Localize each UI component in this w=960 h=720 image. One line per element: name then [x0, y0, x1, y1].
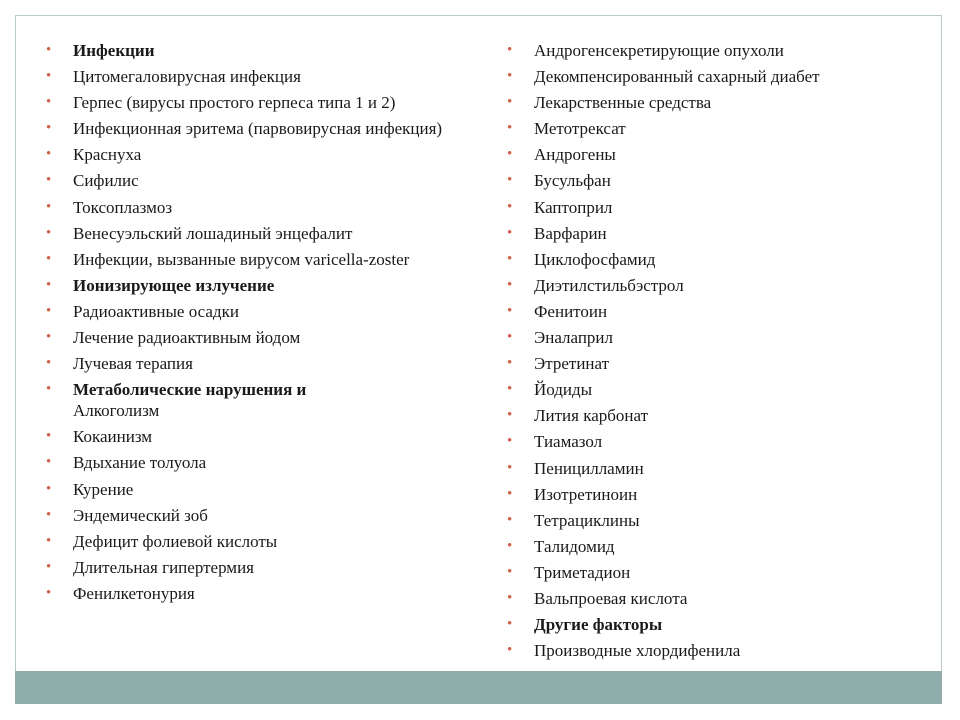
bullet-icon: •: [507, 120, 513, 137]
list-item: [507, 562, 937, 583]
bullet-icon: •: [46, 68, 52, 85]
item-text: Герпес (вирусы простого герпеса типа 1 и 2): [73, 93, 396, 113]
section-heading: Другие факторы: [534, 615, 663, 635]
bullet-icon: •: [46, 198, 52, 215]
bullet-icon: •: [46, 42, 52, 58]
bullet-icon: •: [46, 250, 52, 267]
item-text: Токсоплазмоз: [73, 197, 173, 217]
bullet-icon: •: [507, 589, 513, 606]
bullet-icon: •: [46, 224, 52, 241]
list-item: [46, 379, 446, 421]
list-item: [507, 614, 937, 635]
bullet-icon: •: [46, 506, 52, 523]
bullet-icon: •: [46, 355, 52, 372]
item-text: Тетрациклины: [534, 510, 640, 530]
list-item: [507, 510, 937, 531]
bullet-icon: •: [46, 584, 52, 601]
bullet-icon: •: [46, 428, 52, 445]
list-item: [507, 353, 937, 374]
bullet-icon: •: [46, 454, 52, 471]
list-item: [507, 327, 937, 348]
item-text: Дефицит фолиевой кислоты: [73, 531, 278, 551]
item-text: Талидомид: [534, 536, 615, 556]
bullet-icon: •: [507, 146, 513, 163]
list-item: [507, 536, 937, 557]
item-text: Триметадион: [534, 562, 631, 582]
item-text: Длительная гипертермия: [73, 557, 254, 577]
item-text: Варфарин: [534, 223, 607, 243]
item-text: Тиамазол: [534, 432, 603, 452]
item-text: Вдыхание толуола: [73, 453, 207, 473]
item-text: Инфекционная эритема (парвовирусная инфекция): [73, 119, 443, 139]
list-item: [507, 223, 937, 244]
list-item: [507, 484, 937, 505]
right-bullet-list: [507, 40, 937, 692]
item-text: Кокаинизм: [73, 427, 153, 447]
bullet-icon: •: [507, 42, 513, 58]
bullet-icon: •: [507, 198, 513, 215]
item-text: Алкоголизм: [73, 401, 160, 421]
item-text: Лучевая терапия: [73, 354, 193, 374]
bullet-icon: •: [46, 532, 52, 549]
list-item: [507, 118, 937, 139]
bullet-icon: •: [507, 224, 513, 241]
bullet-icon: •: [507, 616, 513, 633]
bullet-icon: •: [507, 68, 513, 85]
bullet-icon: •: [46, 558, 52, 575]
list-item: [46, 66, 446, 87]
list-item: [507, 275, 937, 296]
list-item: [46, 452, 446, 473]
left-bullet-list: [46, 40, 446, 609]
section-heading: Ионизирующее излучение: [73, 275, 275, 295]
item-text: Каптоприл: [534, 197, 613, 217]
bullet-icon: •: [507, 355, 513, 372]
list-item: [46, 40, 446, 61]
item-text: Циклофосфамид: [534, 249, 656, 269]
list-item: [507, 431, 937, 452]
bullet-icon: •: [507, 459, 513, 476]
bullet-icon: •: [507, 485, 513, 502]
list-item: [507, 640, 937, 661]
list-item: [46, 275, 446, 296]
item-text: Лечение радиоактивным йодом: [73, 328, 301, 348]
bullet-icon: •: [507, 511, 513, 528]
item-text: Декомпенсированный сахарный диабет: [534, 67, 820, 87]
bullet-icon: •: [507, 276, 513, 293]
item-text: Фенитоин: [534, 301, 608, 321]
list-item: [507, 144, 937, 165]
list-item: [46, 301, 446, 322]
item-text: Эналаприл: [534, 328, 613, 348]
list-item: [46, 557, 446, 578]
list-item: [46, 223, 446, 244]
section-heading: Инфекции: [73, 41, 155, 60]
list-item: [46, 118, 446, 139]
item-text: Краснуха: [73, 145, 142, 165]
bullet-icon: •: [46, 146, 52, 163]
item-text: Лития карбонат: [534, 406, 649, 426]
item-text: Инфекции, вызванные вирусом varicella-zoster: [73, 249, 410, 269]
bullet-icon: •: [46, 172, 52, 189]
bullet-icon: •: [46, 302, 52, 319]
bullet-icon: •: [507, 563, 513, 580]
footer-band: [15, 671, 942, 704]
list-item: [46, 170, 446, 191]
list-item: [46, 327, 446, 348]
item-text: Цитомегаловирусная инфекция: [73, 67, 301, 87]
item-text: Радиоактивные осадки: [73, 301, 239, 321]
list-item: [507, 40, 937, 61]
list-item: [46, 197, 446, 218]
item-text: Андрогены: [534, 145, 616, 165]
list-item: [46, 505, 446, 526]
list-item: [507, 301, 937, 322]
list-item: [46, 353, 446, 374]
list-item: [507, 588, 937, 609]
slide-frame: [15, 15, 942, 703]
list-item: [507, 249, 937, 270]
section-heading: Метаболические нарушения и: [73, 380, 307, 400]
list-item: [46, 426, 446, 447]
list-item: [507, 170, 937, 191]
item-text: Бусульфан: [534, 171, 611, 191]
bullet-icon: •: [46, 276, 52, 293]
bullet-icon: •: [507, 381, 513, 398]
list-item: [46, 92, 446, 113]
bullet-icon: •: [507, 302, 513, 319]
bullet-icon: •: [507, 94, 513, 111]
item-text: Андрогенсекретирующие опухоли: [534, 41, 784, 60]
item-text: Венесуэльский лошадиный энцефалит: [73, 223, 353, 243]
bullet-icon: •: [507, 329, 513, 346]
list-item: [46, 479, 446, 500]
bullet-icon: •: [46, 480, 52, 497]
item-text: Лекарственные средства: [534, 93, 712, 113]
list-item: [507, 458, 937, 479]
item-text: Метотрексат: [534, 119, 626, 139]
list-item: [507, 405, 937, 426]
item-text: Пеницилламин: [534, 458, 644, 478]
list-item: [46, 249, 446, 270]
bullet-icon: •: [46, 120, 52, 137]
bullet-icon: •: [507, 407, 513, 424]
list-item: [507, 92, 937, 113]
bullet-icon: •: [507, 642, 513, 659]
bullet-icon: •: [46, 94, 52, 111]
bullet-icon: •: [507, 537, 513, 554]
bullet-icon: •: [46, 381, 52, 398]
item-text: Фенилкетонурия: [73, 583, 195, 603]
list-item: [46, 144, 446, 165]
list-item: [507, 197, 937, 218]
item-text: Производные хлордифенила: [534, 641, 741, 661]
list-item: [507, 66, 937, 87]
item-text: Диэтилстильбэстрол: [534, 275, 684, 295]
list-item: [46, 583, 446, 604]
item-text: Этретинат: [534, 354, 610, 374]
item-text: Эндемический зоб: [73, 505, 208, 525]
list-item: [507, 379, 937, 400]
bullet-icon: •: [507, 250, 513, 267]
item-text: Йодиды: [534, 380, 593, 400]
item-text: Изотретиноин: [534, 484, 638, 504]
item-text: Курение: [73, 479, 134, 499]
list-item: [46, 531, 446, 552]
bullet-icon: •: [507, 433, 513, 450]
item-text: Вальпроевая кислота: [534, 588, 688, 608]
bullet-icon: •: [507, 172, 513, 189]
bullet-icon: •: [46, 329, 52, 346]
item-text: Сифилис: [73, 171, 139, 191]
